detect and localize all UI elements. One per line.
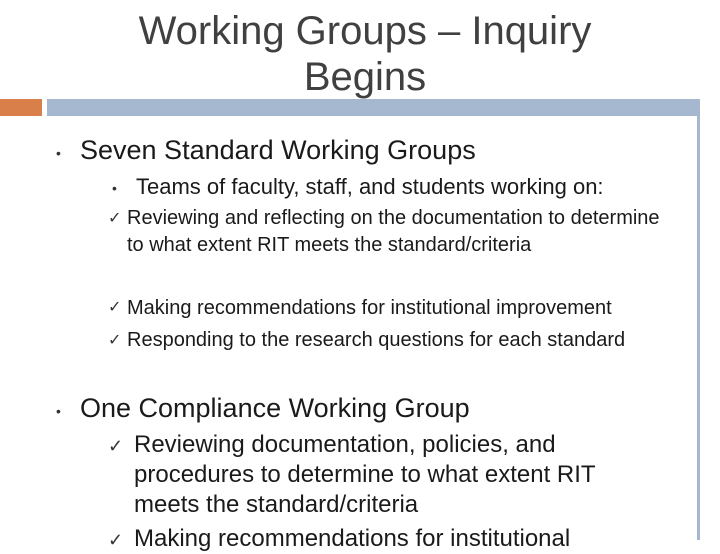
bullet-icon: • — [56, 403, 61, 419]
check-item-responding: Responding to the research questions for each standard — [127, 329, 626, 351]
sub-bullet-teams: Teams of faculty, staff, and students working on: — [136, 174, 604, 199]
check-icon: ✓ — [108, 436, 124, 456]
check-item-making-recommendations: Making recommendations for institutional — [134, 525, 571, 552]
title-accent-bar-blue — [47, 99, 700, 116]
check-icon: ✓ — [108, 299, 122, 316]
check-icon: ✓ — [108, 210, 122, 227]
check-item-reviewing-documentation: Reviewing documentation, policies, and procedures to determine to what extent RIT meets the standard/criteria — [134, 431, 596, 518]
bullet-one-compliance: One Compliance Working Group — [80, 393, 470, 423]
bullet-seven-standard: Seven Standard Working Groups — [80, 135, 476, 165]
check-item-reviewing: Reviewing and reflecting on the documentation to determine to what extent RIT meets the standard/criteria — [127, 207, 660, 256]
title-accent-bar-orange — [0, 99, 42, 116]
right-border-rule — [697, 116, 700, 540]
slide-title: Working Groups – Inquiry Begins — [138, 9, 592, 99]
bullet-icon: • — [56, 145, 61, 161]
bullet-icon: • — [112, 180, 117, 196]
check-icon: ✓ — [108, 530, 124, 550]
check-item-making: Making recommendations for institutional improvement — [127, 297, 612, 319]
check-icon: ✓ — [108, 332, 122, 349]
